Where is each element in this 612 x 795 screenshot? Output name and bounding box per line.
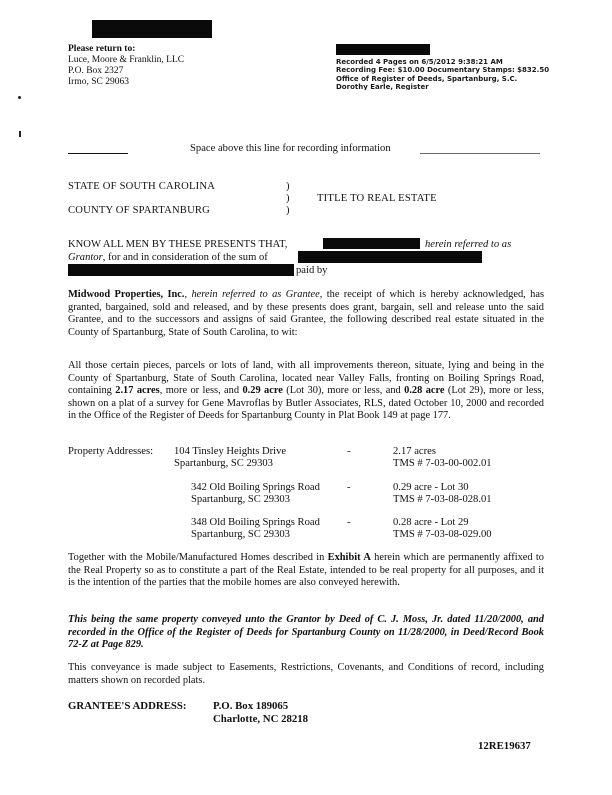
property-tms: TMS # 7-03-08-028.01: [393, 494, 492, 506]
return-line: P.O. Box 2327: [68, 66, 124, 76]
grantee-name: Midwood Properties, Inc.: [68, 289, 185, 300]
property-city: Spartanburg, SC 29303: [191, 529, 290, 541]
property-acres: 0.28 acre - Lot 29: [393, 517, 469, 528]
property-street: 104 Tinsley Heights Drive: [174, 446, 287, 457]
consideration-text: , for and in consideration of the sum of: [102, 252, 268, 263]
property-addresses-label: Property Addresses:: [68, 446, 154, 457]
property-acres: 2.17 acres: [393, 446, 436, 457]
mobile-homes-paragraph: [68, 552, 544, 590]
stamp-line: Recording Fee: $10.00 Documentary Stamps: $832.50: [336, 66, 550, 75]
return-block: [68, 44, 184, 88]
return-heading: Please return to:: [68, 44, 136, 54]
grantee-paragraph-text: , the receipt of which is hereby acknowledged, has granted, bargained, sold and released, and by these presents does grant, bargain, sell and release unto the said Grantee, and to the successors and assigns of said Grantee, the following described real estate situated in the County of Spartanburg, State of South Carolina, to wit:: [68, 289, 544, 338]
grantee-address-line: P.O. Box 189065: [213, 700, 289, 712]
property-city: Spartanburg, SC 29303: [174, 458, 273, 470]
property-parcel: [393, 517, 492, 542]
know-all-line1: [68, 239, 287, 250]
know-all-lead: KNOW ALL MEN BY THESE PRESENTS THAT,: [68, 239, 288, 250]
paid-by: paid by: [296, 265, 328, 276]
property-parcel: [393, 446, 492, 471]
state-caption: STATE OF SOUTH CAROLINA: [68, 181, 216, 192]
property-address: [174, 446, 286, 471]
recording-space-note: Space above this line for recording information: [190, 143, 391, 154]
acreage: 0.28 acre: [404, 385, 445, 397]
property-tms: TMS # 7-03-08-029.00: [393, 529, 492, 541]
redacted-amount: [298, 251, 482, 263]
property-parcel: [393, 482, 492, 507]
know-all-line2: [68, 252, 268, 263]
stamp-line: Recorded 4 Pages on 6/5/2012 9:38:21 AM: [336, 58, 503, 66]
return-line: Irmo, SC 29063: [68, 77, 129, 87]
document-id: 12RE19637: [478, 740, 531, 752]
grantee-address-label: GRANTEE'S ADDRESS:: [68, 700, 187, 712]
acreage: 2.17 acres: [115, 385, 160, 397]
mobile-homes-text: herein which are permanently affixed to the Real Property so as to constitute a part of the Real Estate, intended to be real property for all purposes, and it is the intention of the parties that the mobile homes are also conveyed herewith.: [68, 552, 545, 589]
property-dash: -: [347, 482, 351, 493]
grantee-paragraph: [68, 289, 544, 339]
property-dash: -: [347, 446, 351, 457]
grantee-address: [213, 700, 308, 726]
county-caption: COUNTY OF SPARTANBURG: [68, 205, 211, 216]
caption-paren: ): [286, 205, 290, 216]
exhibit-ref: Exhibit A: [327, 552, 371, 563]
property-address: [191, 482, 320, 507]
grantee-address-line: Charlotte, NC 28218: [213, 713, 309, 725]
property-acres: 0.29 acre - Lot 30: [393, 482, 469, 493]
grantee-ref: , herein referred to as Grantee: [184, 289, 320, 300]
mobile-homes-text: Together with the Mobile/Manufactured Homes described in: [68, 552, 328, 563]
derivation-paragraph: This being the same property conveyed unto the Grantor by Deed of C. J. Moss, Jr. dated 11/20/2000, and recorded in the Office of the Register of Deeds for Spartanburg County on 11/28/2000, in Deed/Record Book 72-Z at Page 829.: [68, 614, 544, 651]
recording-line-left: [68, 153, 128, 154]
description-paragraph: [68, 360, 544, 423]
description-text: All those certain pieces, parcels or lots of land, with all improvements thereon, situate, lying and being in the County of Spartanburg, State of South Carolina, located near Valley Falls, fronting on Boiling Springs Road, containing: [68, 360, 544, 397]
recording-line-right: [420, 153, 540, 154]
redacted-amount-words: [68, 264, 294, 276]
redacted-header: [92, 20, 212, 38]
caption-paren: ): [286, 193, 290, 204]
redacted-grantor: [323, 238, 420, 249]
subject-paragraph: This conveyance is made subject to Easements, Restrictions, Covenants, and Conditions of record, including matters shown on recorded plats.: [68, 662, 544, 686]
recording-stamp: [336, 58, 576, 90]
property-address: [191, 517, 320, 542]
acreage: 0.29 acre: [242, 385, 283, 397]
description-text: , more or less, and: [159, 385, 243, 397]
grantor-ref: herein referred to as: [425, 239, 512, 250]
property-street: 342 Old Boiling Springs Road: [191, 482, 320, 493]
description-text: (Lot 29), more or less, shown on a plat of a survey for Gene Mavroflas by Butler Associates, RLS, dated October 10, 2000 and recorded in the Office of the Register of Deeds for Spartanburg County in Plat Book 149 at page 177.: [68, 385, 545, 422]
stamp-line: Dorothy Earle, Register: [336, 83, 429, 91]
return-line: Luce, Moore & Franklin, LLC: [68, 55, 185, 65]
scan-speck: [18, 96, 21, 99]
description-text: (Lot 30), more or less, and: [282, 385, 405, 397]
property-dash: -: [347, 517, 351, 528]
scan-speck: [19, 131, 21, 137]
deed-title: TITLE TO REAL ESTATE: [317, 193, 437, 204]
property-tms: TMS # 7-03-00-002.01: [393, 458, 492, 470]
grantor-word: Grantor: [68, 252, 103, 263]
property-city: Spartanburg, SC 29303: [191, 494, 290, 506]
caption-paren: ): [286, 181, 290, 192]
stamp-line: Office of Register of Deeds, Spartanburg, S.C.: [336, 74, 518, 83]
property-street: 348 Old Boiling Springs Road: [191, 517, 320, 528]
barcode: [336, 44, 430, 55]
